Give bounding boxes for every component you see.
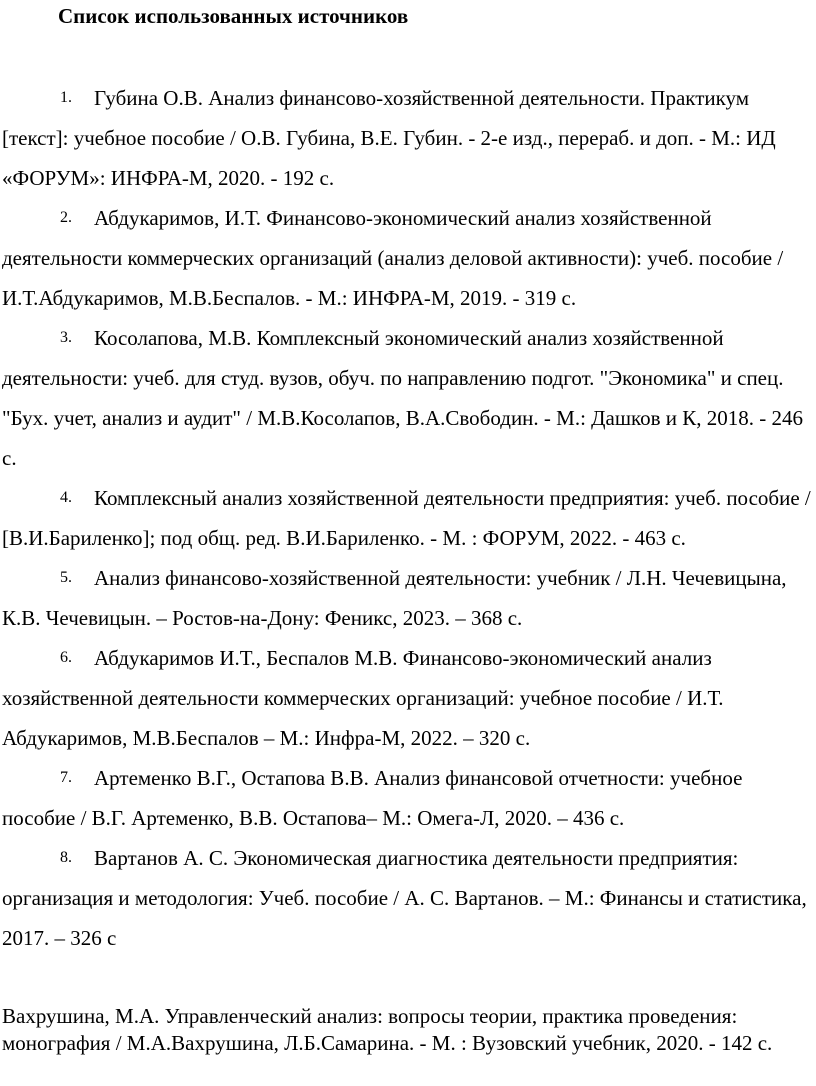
reference-list bbox=[2, 78, 814, 958]
reference-item-7 bbox=[2, 758, 814, 838]
reference-item-1 bbox=[2, 78, 814, 198]
reference-item-3 bbox=[2, 318, 814, 478]
reference-text: Абдукаримов, И.Т. Финансово-экономический анализ хозяйственной деятельности коммерческих организаций (анализ деловой активности): учеб. пособие / И.Т.Абдукаримов, М.В.Беспалов. - М.: ИНФРА-М, 2019. - 319 с. bbox=[2, 206, 784, 310]
reference-number: 4. bbox=[60, 489, 72, 506]
reference-number: 5. bbox=[60, 569, 72, 586]
reference-number: 1. bbox=[60, 89, 72, 106]
reference-item-6 bbox=[2, 638, 814, 758]
reference-item-4 bbox=[2, 478, 814, 558]
reference-text: Губина О.В. Анализ финансово-хозяйственной деятельности. Практикум [текст]: учебное пособие / О.В. Губина, В.Е. Губин. - 2-е изд., перераб. и доп. - М.: ИД «ФОРУМ»: ИНФРА-М, 2020. - 192 с. bbox=[2, 86, 776, 190]
reference-text: Вартанов А. С. Экономическая диагностика деятельности предприятия: организация и методология: Учеб. пособие / А. С. Вартанов. – М.: Финансы и статистика, 2017. – 326 с bbox=[2, 846, 807, 950]
reference-number: 3. bbox=[60, 329, 72, 346]
reference-number: 8. bbox=[60, 849, 72, 866]
reference-number: 7. bbox=[60, 769, 72, 786]
reference-text: Комплексный анализ хозяйственной деятельности предприятия: учеб. пособие / [В.И.Бариленко]; под общ. ред. В.И.Бариленко. - М. : ФОРУМ, 2022. - 463 с. bbox=[2, 486, 811, 550]
trailing-reference-text: Вахрушина, М.А. Управленческий анализ: вопросы теории, практика проведения: монография / М.А.Вахрушина, Л.Б.Самарина. - М. : Вузовский учебник, 2020. - 142 с. bbox=[2, 1004, 773, 1055]
reference-number: 6. bbox=[60, 649, 72, 666]
reference-item-2 bbox=[2, 198, 814, 318]
reference-number: 2. bbox=[60, 209, 72, 226]
reference-item-5 bbox=[2, 558, 814, 638]
reference-text: Анализ финансово-хозяйственной деятельности: учебник / Л.Н. Чечевицына, К.В. Чечевицын. – Ростов-на-Дону: Феникс, 2023. – 368 с. bbox=[2, 566, 787, 630]
reference-text: Косолапова, М.В. Комплексный экономический анализ хозяйственной деятельности: учеб. для студ. вузов, обуч. по направлению подгот. "Экономика" и спец. "Бух. учет, анализ и аудит" / М.В.Косолапов, В.А.Свободин. - М.: Дашков и К, 2018. - 246 с. bbox=[2, 326, 804, 470]
reference-item-8 bbox=[2, 838, 814, 958]
page-title: Список использованных источников bbox=[58, 4, 409, 28]
reference-text: Артеменко В.Г., Остапова В.В. Анализ финансовой отчетности: учебное пособие / В.Г. Артеменко, В.В. Остапова– М.: Омега-Л, 2020. – 436 с. bbox=[2, 766, 743, 830]
reference-text: Абдукаримов И.Т., Беспалов М.В. Финансово-экономический анализ хозяйственной деятельности коммерческих организаций: учебное пособие / И.Т. Абдукаримов, М.В.Беспалов – М.: Инфра-М, 2022. – 320 с. bbox=[2, 646, 724, 750]
